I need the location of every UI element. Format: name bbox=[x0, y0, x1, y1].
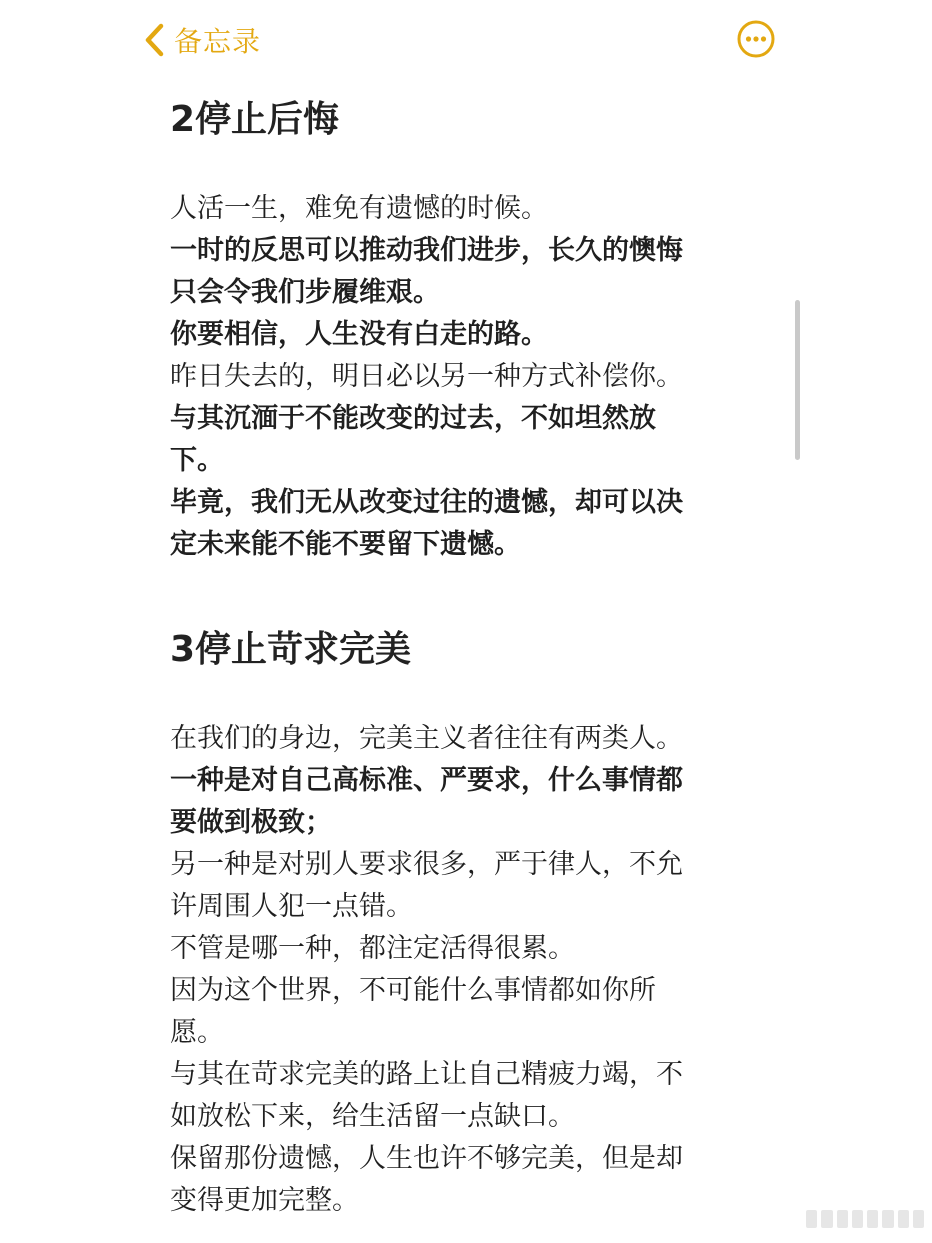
text-line: 一时的反思可以推动我们进步，长久的懊悔 bbox=[170, 235, 683, 266]
chevron-left-icon bbox=[140, 20, 168, 60]
text-line: 你要相信，人生没有白走的路。 bbox=[170, 319, 548, 350]
section-paragraph bbox=[170, 718, 760, 1222]
text-line: 如放松下来，给生活留一点缺口。 bbox=[170, 1101, 575, 1132]
back-button[interactable] bbox=[140, 18, 261, 62]
scrollbar[interactable] bbox=[795, 300, 800, 460]
section-paragraph bbox=[170, 188, 760, 566]
section-title: 3停止苛求完美 bbox=[170, 629, 412, 670]
text-line: 许周围人犯一点错。 bbox=[170, 891, 413, 922]
text-line: 昨日失去的，明日必以另一种方式补偿你。 bbox=[170, 361, 683, 392]
ellipsis-circle-icon bbox=[736, 19, 776, 59]
text-line: 一种是对自己高标准、严要求，什么事情都 bbox=[170, 765, 683, 796]
text-line: 定未来能不能不要留下遗憾。 bbox=[170, 529, 521, 560]
navigation-bar bbox=[0, 0, 932, 90]
text-line: 因为这个世界，不可能什么事情都如你所 bbox=[170, 975, 656, 1006]
text-line: 变得更加完整。 bbox=[170, 1185, 359, 1216]
back-label: 备忘录 bbox=[174, 25, 262, 58]
text-line: 另一种是对别人要求很多，严于律人，不允 bbox=[170, 849, 683, 880]
text-line: 人活一生，难免有遗憾的时候。 bbox=[170, 193, 548, 224]
text-line: 不管是哪一种，都注定活得很累。 bbox=[170, 933, 575, 964]
text-line: 在我们的身边，完美主义者往往有两类人。 bbox=[170, 723, 683, 754]
section-title: 2停止后悔 bbox=[170, 99, 340, 140]
text-line: 与其沉湎于不能改变的过去，不如坦然放 bbox=[170, 403, 656, 434]
text-line: 毕竟，我们无从改变过往的遗憾，却可以决 bbox=[170, 487, 683, 518]
text-line: 愿。 bbox=[170, 1017, 224, 1048]
text-line: 与其在苛求完美的路上让自己精疲力竭，不 bbox=[170, 1059, 683, 1090]
text-line: 保留那份遗憾，人生也许不够完美，但是却 bbox=[170, 1143, 683, 1174]
watermark-image bbox=[806, 1207, 924, 1231]
text-line: 下。 bbox=[170, 445, 224, 476]
text-line: 要做到极致； bbox=[170, 807, 332, 838]
note-body[interactable] bbox=[170, 90, 760, 1222]
more-options-button[interactable] bbox=[736, 19, 776, 59]
text-line: 只会令我们步履维艰。 bbox=[170, 277, 440, 308]
